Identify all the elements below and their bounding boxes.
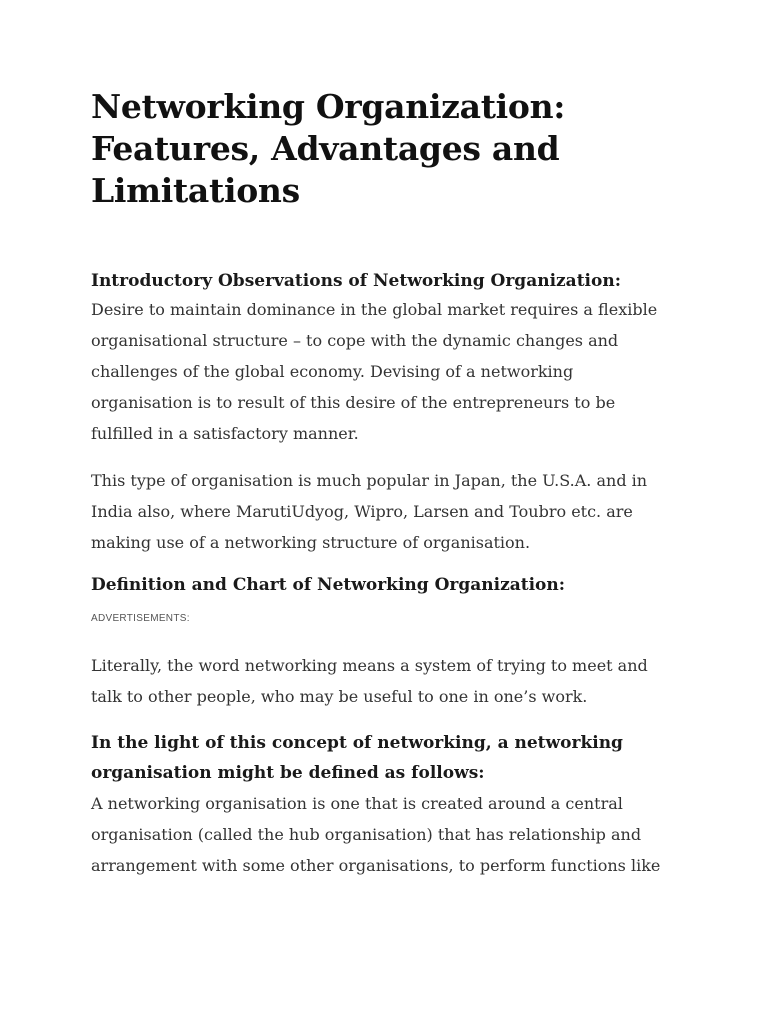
title-line: Features, Advantages and <box>91 129 560 168</box>
title-line: Limitations <box>91 171 300 210</box>
paragraph-line: Literally, the word networking means a system of trying to meet and <box>91 656 648 675</box>
paragraph-line: arrangement with some other organisations, to perform functions like <box>91 856 661 875</box>
paragraph-line: organisation is to result of this desire of the entrepreneurs to be <box>91 393 616 412</box>
popular-paragraph <box>91 465 678 558</box>
definition-heading: Definition and Chart of Networking Organization: <box>91 575 566 595</box>
paragraph-line: making use of a networking structure of organisation. <box>91 533 531 552</box>
title-line: Networking Organization: <box>91 87 566 126</box>
literal-paragraph <box>91 650 678 712</box>
heading-line: In the light of this concept of networking, a networking <box>91 733 623 753</box>
paragraph-line: India also, where MarutiUdyog, Wipro, Larsen and Toubro etc. are <box>91 502 633 521</box>
article-title <box>91 86 678 212</box>
paragraph-line: challenges of the global economy. Devising of a networking <box>91 362 574 381</box>
paragraph-line: organisational structure – to cope with the dynamic changes and <box>91 331 619 350</box>
advertisement-label: ADVERTISEMENTS: <box>91 613 190 624</box>
heading-line: organisation might be defined as follows: <box>91 763 485 783</box>
paragraph-line: fulfilled in a satisfactory manner. <box>91 424 359 443</box>
concept-heading <box>91 728 678 788</box>
definition-paragraph <box>91 788 678 881</box>
paragraph-line: This type of organisation is much popular in Japan, the U.S.A. and in <box>91 471 648 490</box>
paragraph-line: A networking organisation is one that is created around a central <box>91 794 623 813</box>
paragraph-line: talk to other people, who may be useful to one in one’s work. <box>91 687 588 706</box>
paragraph-line: Desire to maintain dominance in the global market requires a flexible <box>91 300 658 319</box>
intro-heading: Introductory Observations of Networking Organization: <box>91 271 621 291</box>
intro-paragraph <box>91 294 678 449</box>
paragraph-line: organisation (called the hub organisation) that has relationship and <box>91 825 642 844</box>
